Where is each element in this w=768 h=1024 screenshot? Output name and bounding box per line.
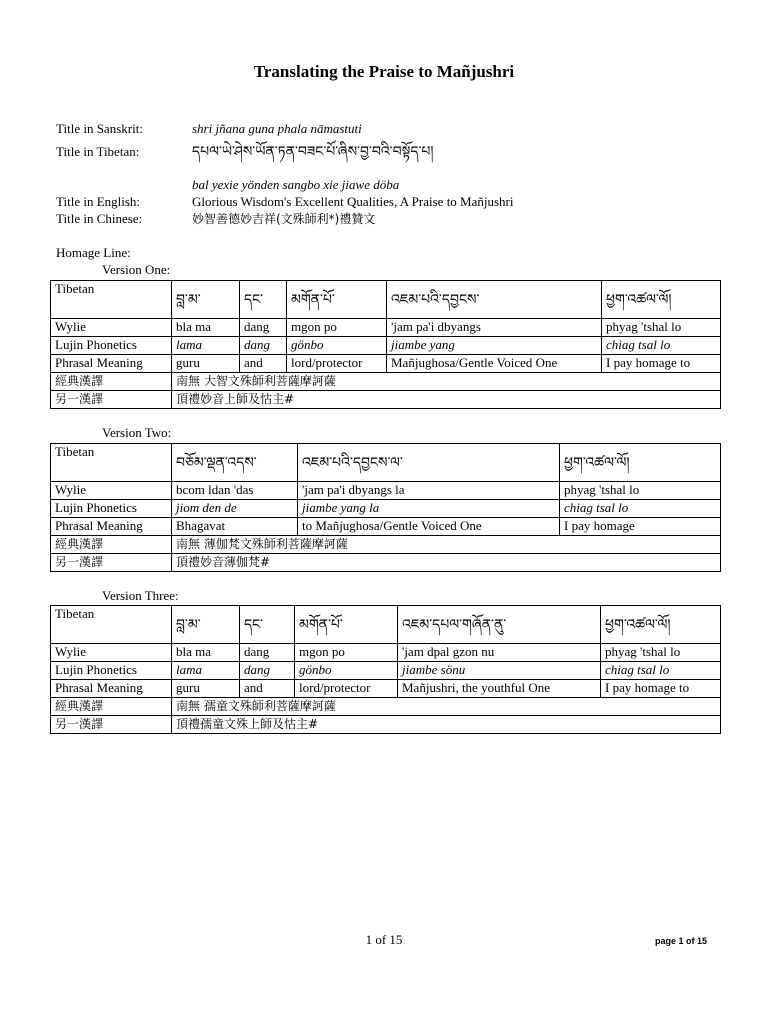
phonetics-cell: jiambe yang la: [298, 500, 560, 518]
wylie-cell: dang: [240, 319, 287, 337]
tibetan-row: [51, 444, 721, 482]
meaning-row: [51, 518, 721, 536]
english-title-row: [56, 193, 736, 210]
row-label: 另一漢譯: [51, 391, 172, 409]
phonetics-cell: gönbo: [287, 337, 387, 355]
row-label: 經典漢譯: [51, 373, 172, 391]
meaning-cell: I pay homage: [560, 518, 721, 536]
meaning-cell: and: [240, 355, 287, 373]
other-chinese-row: [51, 391, 721, 409]
wylie-cell: phyag 'tshal lo: [601, 644, 721, 662]
phonetics-cell: chiag tsal lo: [560, 500, 721, 518]
wylie-cell: bla ma: [172, 644, 240, 662]
chinese-title-value: 妙智善德妙吉祥(文殊師利*)禮贊文: [192, 212, 376, 226]
row-label: Lujin Phonetics: [51, 337, 172, 355]
tibetan-cell: འཇམ་པའི་དབྱངས་: [387, 281, 602, 319]
tibetan-title-transliteration-row: [56, 176, 736, 193]
sanskrit-title-row: [56, 120, 736, 137]
tibetan-row: [51, 606, 721, 644]
tibetan-cell: བཅོམ་ལྡན་འདས་: [172, 444, 298, 482]
version-two-label: Version Two:: [102, 425, 172, 440]
wylie-cell: dang: [240, 644, 295, 662]
row-label: Tibetan: [51, 281, 172, 319]
wylie-cell: mgon po: [287, 319, 387, 337]
version-one-table: [50, 280, 721, 409]
page-number-right: page 1 of 15: [655, 936, 708, 946]
meaning-cell: to Mañjughosa/Gentle Voiced One: [298, 518, 560, 536]
row-label: Lujin Phonetics: [51, 662, 172, 680]
row-label: 經典漢譯: [51, 536, 172, 554]
phonetics-cell: chiag tsal lo: [602, 337, 721, 355]
meaning-row: [51, 680, 721, 698]
tibetan-cell: བླ་མ་: [172, 606, 240, 644]
phonetics-cell: chiag tsal lo: [601, 662, 721, 680]
wylie-row: [51, 482, 721, 500]
row-label: 經典漢譯: [51, 698, 172, 716]
phonetics-cell: jiom den de: [172, 500, 298, 518]
tibetan-cell: འཇམ་པའི་དབྱངས་ལ་: [298, 444, 560, 482]
wylie-cell: bla ma: [172, 319, 240, 337]
wylie-row: [51, 644, 721, 662]
wylie-cell: phyag 'tshal lo: [560, 482, 721, 500]
version-one-label: Version One:: [102, 262, 171, 277]
english-title-label: Title in English:: [56, 194, 141, 209]
classic-chinese-row: [51, 536, 721, 554]
row-label: Phrasal Meaning: [51, 355, 172, 373]
version-three-label: Version Three:: [102, 588, 179, 603]
row-label: 另一漢譯: [51, 716, 172, 734]
homage-line-heading: Homage Line:: [56, 245, 131, 260]
row-label: Tibetan: [51, 606, 172, 644]
tibetan-cell: དང་: [240, 281, 287, 319]
version-three-table: [50, 605, 721, 734]
classic-chinese-row: [51, 698, 721, 716]
meaning-cell: Mañjushri, the youthful One: [398, 680, 601, 698]
chinese-title-label: Title in Chinese:: [56, 211, 143, 226]
row-label: Tibetan: [51, 444, 172, 482]
wylie-cell: 'jam pa'i dbyangs la: [298, 482, 560, 500]
tibetan-title-transliteration: bal yexie yönden sangbo xie jiawe döba: [192, 177, 400, 192]
tibetan-cell: མགོན་པོ་: [295, 606, 398, 644]
phonetics-row: [51, 337, 721, 355]
row-label: 另一漢譯: [51, 554, 172, 572]
other-chinese-row: [51, 554, 721, 572]
row-label: Phrasal Meaning: [51, 680, 172, 698]
tibetan-row: [51, 281, 721, 319]
classic-chinese-cell: 南無 薄伽梵文殊師利菩薩摩訶薩: [172, 536, 721, 554]
phonetics-cell: lama: [172, 662, 240, 680]
phonetics-row: [51, 662, 721, 680]
phonetics-cell: gönbo: [295, 662, 398, 680]
meaning-cell: Bhagavat: [172, 518, 298, 536]
page-number-center: 1 of 15: [365, 932, 403, 947]
tibetan-title-row: [56, 143, 736, 161]
wylie-cell: 'jam pa'i dbyangs: [387, 319, 602, 337]
phonetics-cell: dang: [240, 337, 287, 355]
classic-chinese-cell: 南無 大智文殊師利菩薩摩訶薩: [172, 373, 721, 391]
phonetics-cell: jiambe sönu: [398, 662, 601, 680]
phonetics-cell: lama: [172, 337, 240, 355]
row-label: Wylie: [51, 644, 172, 662]
classic-chinese-row: [51, 373, 721, 391]
meaning-cell: guru: [172, 355, 240, 373]
other-chinese-cell: 頂禮妙音薄伽梵#: [172, 554, 721, 572]
row-label: Phrasal Meaning: [51, 518, 172, 536]
document-title: Translating the Praise to Mañjushri: [253, 62, 515, 81]
meaning-cell: lord/protector: [295, 680, 398, 698]
meaning-cell: lord/protector: [287, 355, 387, 373]
tibetan-title-value: དཔལ་ཡེ་ཤེས་ཡོན་ཏན་བཟང་པོ་ཞིས་བྱ་བའི་བསྟོད་པ།: [192, 144, 434, 160]
other-chinese-cell: 頂禮妙音上師及怙主#: [172, 391, 721, 409]
tibetan-cell: འཇམ་དཔལ་གཞོན་ནུ་: [398, 606, 601, 644]
phonetics-cell: dang: [240, 662, 295, 680]
classic-chinese-cell: 南無 孺童文殊師利菩薩摩訶薩: [172, 698, 721, 716]
meaning-row: [51, 355, 721, 373]
phonetics-cell: jiambe yang: [387, 337, 602, 355]
meaning-cell: guru: [172, 680, 240, 698]
wylie-row: [51, 319, 721, 337]
row-label: Wylie: [51, 482, 172, 500]
other-chinese-cell: 頂禮孺童文殊上師及怙主#: [172, 716, 721, 734]
wylie-cell: mgon po: [295, 644, 398, 662]
tibetan-cell: ཕྱག་འཚལ་ལོ།: [560, 444, 721, 482]
wylie-cell: phyag 'tshal lo: [602, 319, 721, 337]
english-title-value: Glorious Wisdom's Excellent Qualities, A Praise to Mañjushri: [192, 194, 514, 209]
meaning-cell: I pay homage to: [601, 680, 721, 698]
other-chinese-row: [51, 716, 721, 734]
tibetan-cell: ཕྱག་འཚལ་ལོ།: [601, 606, 721, 644]
wylie-cell: 'jam dpal gzon nu: [398, 644, 601, 662]
chinese-title-row: [56, 210, 736, 228]
tibetan-cell: ཕྱག་འཚལ་ལོ།: [602, 281, 721, 319]
sanskrit-title-value: shri jñana guna phala nāmastuti: [192, 121, 362, 136]
tibetan-cell: བླ་མ་: [172, 281, 240, 319]
wylie-cell: bcom ldan 'das: [172, 482, 298, 500]
tibetan-title-label: Title in Tibetan:: [56, 144, 140, 159]
meaning-cell: and: [240, 680, 295, 698]
phonetics-row: [51, 500, 721, 518]
tibetan-cell: མགོན་པོ་: [287, 281, 387, 319]
row-label: Lujin Phonetics: [51, 500, 172, 518]
meaning-cell: Mañjughosa/Gentle Voiced One: [387, 355, 602, 373]
version-two-table: [50, 443, 721, 572]
meaning-cell: I pay homage to: [602, 355, 721, 373]
row-label: Wylie: [51, 319, 172, 337]
sanskrit-title-label: Title in Sanskrit:: [56, 121, 143, 136]
tibetan-cell: དང་: [240, 606, 295, 644]
